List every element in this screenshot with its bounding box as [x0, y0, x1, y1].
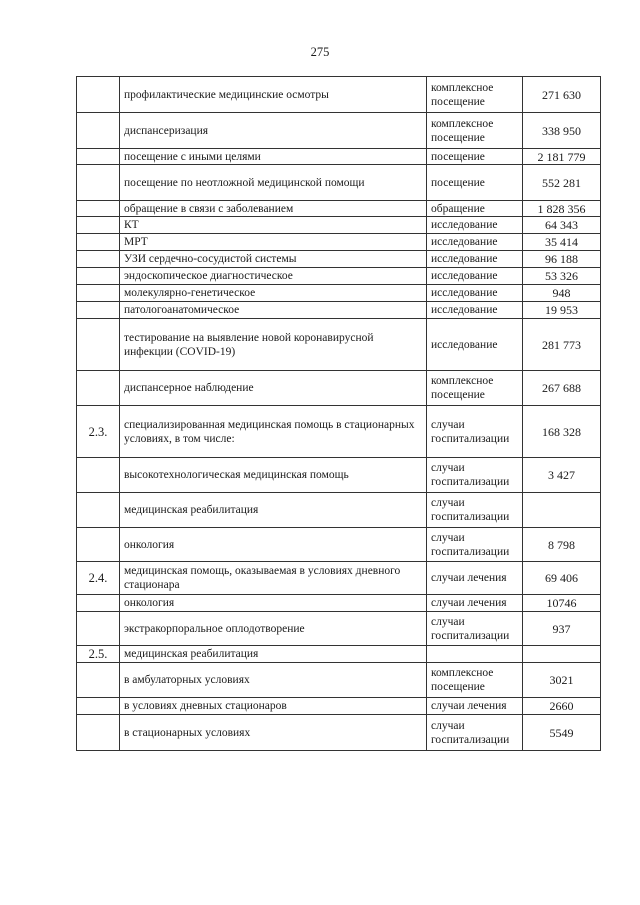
row-unit: случаи лечения: [427, 595, 523, 612]
row-value: [523, 493, 601, 528]
row-number: [77, 493, 120, 528]
row-number: [77, 698, 120, 715]
table-row: [77, 319, 601, 371]
row-unit: обращение: [427, 201, 523, 217]
row-unit: исследование: [427, 234, 523, 251]
row-name: эндоскопическое диагностическое: [120, 268, 427, 285]
row-value: 281 773: [523, 319, 601, 371]
row-name: в стационарных условиях: [120, 715, 427, 751]
row-number: [77, 371, 120, 406]
row-number: [77, 268, 120, 285]
table-row: [77, 251, 601, 268]
row-name: УЗИ сердечно-сосудистой системы: [120, 251, 427, 268]
row-unit: посещение: [427, 149, 523, 165]
row-value: 168 328: [523, 406, 601, 458]
row-name: высокотехнологическая медицинская помощь: [120, 458, 427, 493]
table-row: [77, 77, 601, 113]
row-value: 948: [523, 285, 601, 302]
table-row: [77, 302, 601, 319]
row-number: [77, 528, 120, 562]
row-unit: комплексное посещение: [427, 77, 523, 113]
row-name: онкология: [120, 528, 427, 562]
table-row: [77, 201, 601, 217]
row-unit: случаи госпитализации: [427, 406, 523, 458]
table-row: [77, 406, 601, 458]
row-unit: исследование: [427, 251, 523, 268]
row-name: патологоанатомическое: [120, 302, 427, 319]
row-number: [77, 165, 120, 201]
row-unit: комплексное посещение: [427, 113, 523, 149]
row-name: медицинская реабилитация: [120, 493, 427, 528]
row-unit: случаи госпитализации: [427, 715, 523, 751]
row-value: 3 427: [523, 458, 601, 493]
table-row: [77, 612, 601, 646]
row-value: 338 950: [523, 113, 601, 149]
row-name: медицинская реабилитация: [120, 646, 427, 663]
row-value: 552 281: [523, 165, 601, 201]
table-row: [77, 698, 601, 715]
table-row: [77, 528, 601, 562]
table-row: [77, 646, 601, 663]
row-number: 2.4.: [77, 562, 120, 595]
row-number: [77, 77, 120, 113]
row-number: [77, 612, 120, 646]
row-unit: комплексное посещение: [427, 371, 523, 406]
row-name: в амбулаторных условиях: [120, 663, 427, 698]
row-name: в условиях дневных стационаров: [120, 698, 427, 715]
table-row: [77, 371, 601, 406]
row-unit: случаи госпитализации: [427, 493, 523, 528]
row-name: КТ: [120, 217, 427, 234]
table-row: [77, 268, 601, 285]
row-number: [77, 217, 120, 234]
table-row: [77, 458, 601, 493]
row-value: 35 414: [523, 234, 601, 251]
row-number: [77, 149, 120, 165]
table-row: [77, 595, 601, 612]
row-number: [77, 113, 120, 149]
row-unit: исследование: [427, 319, 523, 371]
row-number: [77, 285, 120, 302]
table-row: [77, 562, 601, 595]
table-row: [77, 149, 601, 165]
row-value: 96 188: [523, 251, 601, 268]
table-row: [77, 663, 601, 698]
row-number: [77, 319, 120, 371]
row-unit: посещение: [427, 165, 523, 201]
row-name: посещение с иными целями: [120, 149, 427, 165]
page-number: 275: [310, 45, 330, 59]
row-unit: исследование: [427, 302, 523, 319]
row-name: молекулярно-генетическое: [120, 285, 427, 302]
table-row: [77, 715, 601, 751]
row-value: 53 326: [523, 268, 601, 285]
row-unit: случаи госпитализации: [427, 458, 523, 493]
row-name: медицинская помощь, оказываемая в условиях дневного стационара: [120, 562, 427, 595]
row-number: [77, 251, 120, 268]
row-name: специализированная медицинская помощь в стационарных условиях, в том числе:: [120, 406, 427, 458]
table-row: [77, 234, 601, 251]
table-row: [77, 165, 601, 201]
row-value: 3021: [523, 663, 601, 698]
row-name: обращение в связи с заболеванием: [120, 201, 427, 217]
row-unit: исследование: [427, 268, 523, 285]
row-value: 2660: [523, 698, 601, 715]
row-value: 19 953: [523, 302, 601, 319]
row-number: [77, 234, 120, 251]
row-unit: случаи госпитализации: [427, 528, 523, 562]
table-row: [77, 493, 601, 528]
row-unit: исследование: [427, 285, 523, 302]
row-number: [77, 201, 120, 217]
row-value: 937: [523, 612, 601, 646]
row-value: 2 181 779: [523, 149, 601, 165]
row-number: [77, 458, 120, 493]
table-row: [77, 217, 601, 234]
row-number: [77, 302, 120, 319]
row-number: [77, 595, 120, 612]
row-name: диспансеризация: [120, 113, 427, 149]
row-name: диспансерное наблюдение: [120, 371, 427, 406]
row-number: 2.5.: [77, 646, 120, 663]
row-unit: случаи лечения: [427, 562, 523, 595]
row-name: онкология: [120, 595, 427, 612]
row-name: посещение по неотложной медицинской помощи: [120, 165, 427, 201]
row-name: МРТ: [120, 234, 427, 251]
row-unit: исследование: [427, 217, 523, 234]
table-row: [77, 113, 601, 149]
row-value: [523, 646, 601, 663]
row-unit: случаи госпитализации: [427, 612, 523, 646]
row-value: 69 406: [523, 562, 601, 595]
row-value: 267 688: [523, 371, 601, 406]
row-value: 64 343: [523, 217, 601, 234]
row-name: профилактические медицинские осмотры: [120, 77, 427, 113]
row-name: экстракорпоральное оплодотворение: [120, 612, 427, 646]
row-value: 1 828 356: [523, 201, 601, 217]
table-body: [77, 77, 601, 751]
row-value: 8 798: [523, 528, 601, 562]
row-value: 271 630: [523, 77, 601, 113]
row-unit: [427, 646, 523, 663]
row-number: [77, 715, 120, 751]
row-value: 10746: [523, 595, 601, 612]
row-number: 2.3.: [77, 406, 120, 458]
row-number: [77, 663, 120, 698]
row-name: тестирование на выявление новой коронавирусной инфекции (COVID-19): [120, 319, 427, 371]
services-table: [76, 76, 601, 751]
row-value: 5549: [523, 715, 601, 751]
row-unit: случаи лечения: [427, 698, 523, 715]
row-unit: комплексное посещение: [427, 663, 523, 698]
table-row: [77, 285, 601, 302]
